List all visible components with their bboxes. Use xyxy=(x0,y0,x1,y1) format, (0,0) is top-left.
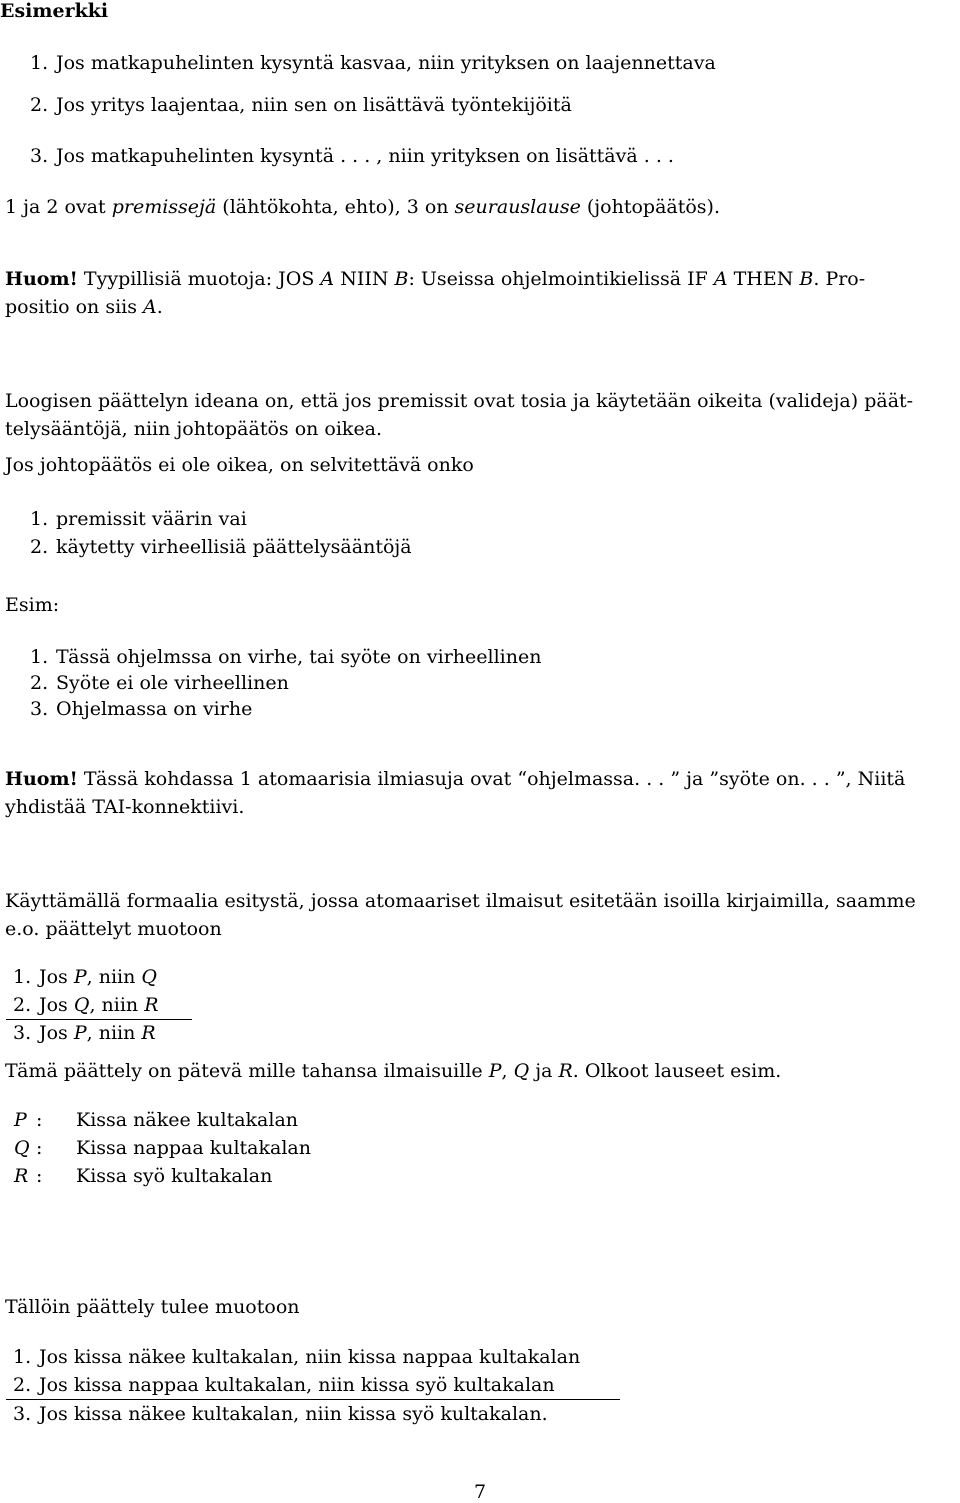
formal-premise-2: 2. Jos Q, niin R xyxy=(13,994,159,1016)
note-typical-forms: Huom! Tyypillisiä muotoja: JOS A NIIN B: Useissa ohjelmointikielissä IF A THEN B. Pro- xyxy=(5,268,866,290)
esim-item-3: 3. Ohjelmassa on virhe xyxy=(30,698,253,720)
note-atomic-line2: yhdistää TAI-konnektiivi. xyxy=(5,796,245,818)
concrete-premise-2: 2. Jos kissa nappaa kultakalan, niin kissa syö kultakalan xyxy=(13,1374,555,1396)
formal-inference-rule xyxy=(6,1019,192,1020)
example-item-2: 2. Jos yritys laajentaa, niin sen on lisättävä työntekijöitä xyxy=(30,94,572,116)
page-number: 7 xyxy=(474,1481,487,1503)
paragraph-result: Tällöin päättely tulee muotoon xyxy=(5,1296,300,1318)
note-atomic: Huom! Tässä kohdassa 1 atomaarisia ilmiasuja ovat “ohjelmassa. . . ” ja ”syöte on. . . ”, Niitä xyxy=(5,768,906,790)
paragraph-idea-line1: Loogisen päättelyn ideana on, että jos premissit ovat tosia ja käytetään oikeita (valideja) päät- xyxy=(5,390,914,412)
formal-conclusion: 3. Jos P, niin R xyxy=(13,1022,156,1044)
paragraph-check: Jos johtopäätös ei ole oikea, on selvitettävä onko xyxy=(5,454,474,476)
note-typical-forms-line2: positio on siis A. xyxy=(5,296,163,318)
concrete-premise-1: 1. Jos kissa näkee kultakalan, niin kissa nappaa kultakalan xyxy=(13,1346,581,1368)
formal-premise-1: 1. Jos P, niin Q xyxy=(13,966,157,988)
paragraph-formal-line1: Käyttämällä formaalia esitystä, jossa atomaariset ilmaisut esitetään isoilla kirjaimilla, saamme xyxy=(5,890,916,912)
reason-item-2: 2. käytetty virheellisiä päättelysääntöjä xyxy=(30,536,412,558)
paragraph-validity: Tämä päättely on pätevä mille tahansa ilmaisuille P, Q ja R. Olkoot lauseet esim. xyxy=(5,1060,782,1082)
esim-label: Esim: xyxy=(5,594,60,616)
definition-r: R : Kissa syö kultakalan xyxy=(14,1165,273,1187)
esim-item-2: 2. Syöte ei ole virheellinen xyxy=(30,672,289,694)
esim-item-1: 1. Tässä ohjelmssa on virhe, tai syöte on virheellinen xyxy=(30,646,542,668)
concrete-inference-rule xyxy=(6,1399,620,1400)
example-item-1: 1. Jos matkapuhelinten kysyntä kasvaa, niin yrityksen on laajennettava xyxy=(30,52,716,74)
paragraph-formal-line2: e.o. päättelyt muotoon xyxy=(5,918,222,940)
definition-p: P : Kissa näkee kultakalan xyxy=(14,1109,299,1131)
reason-item-1: 1. premissit väärin vai xyxy=(30,508,247,530)
definition-q: Q : Kissa nappaa kultakalan xyxy=(14,1137,311,1159)
paragraph-idea-line2: telysääntöjä, niin johtopäätös on oikea. xyxy=(5,418,383,440)
premise-explanation: 1 ja 2 ovat premissejä (lähtökohta, ehto), 3 on seurauslause (johtopäätös). xyxy=(5,196,721,218)
concrete-conclusion: 3. Jos kissa näkee kultakalan, niin kissa syö kultakalan. xyxy=(13,1403,548,1425)
example-item-3: 3. Jos matkapuhelinten kysyntä . . . , niin yrityksen on lisättävä . . . xyxy=(30,145,674,167)
section-heading: Esimerkki xyxy=(0,0,109,22)
